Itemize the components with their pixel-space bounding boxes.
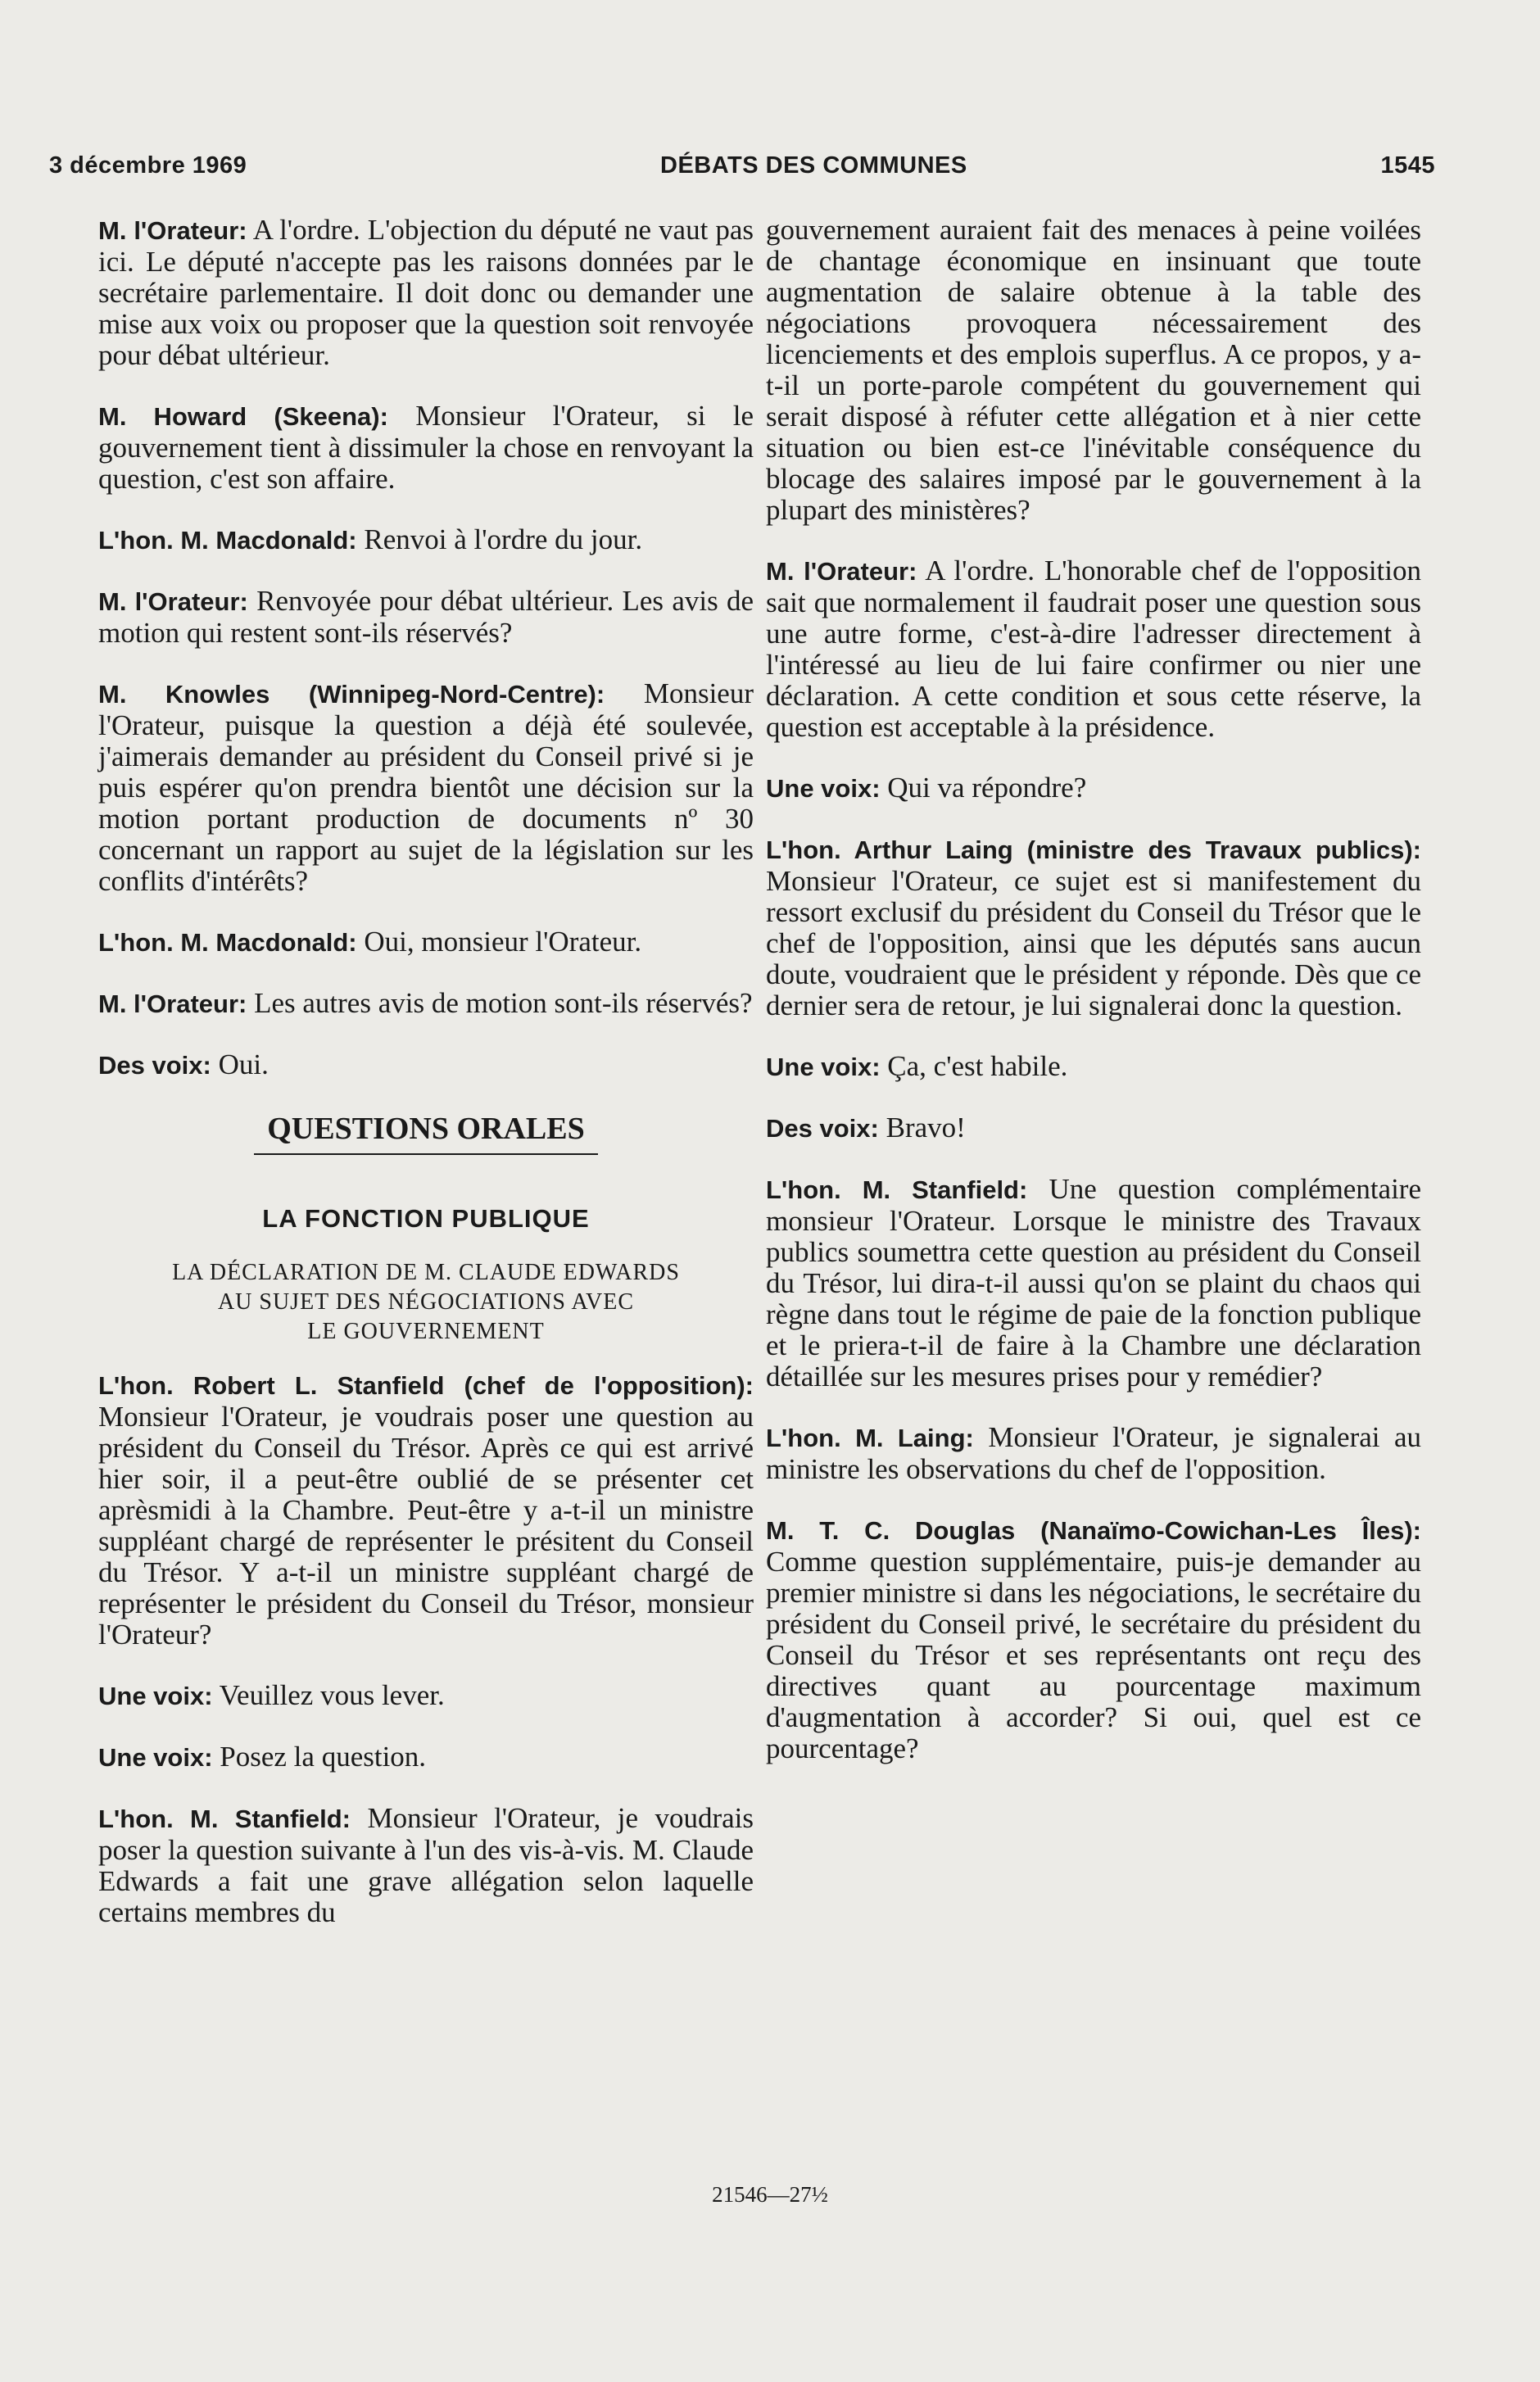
- section-title-text: QUESTIONS ORALES: [267, 1112, 585, 1146]
- speech-text: Renvoi à l'ordre du jour.: [364, 523, 643, 555]
- speech-text: gouvernement auraient fait des menaces à peine voilées de chantage économique en insinuant que toute augmentation de salaire obtenue à la table des négociations provoquera nécessairement des licenciements et des emplois superflus. A ce propos, y a-t-il un porte-parole compétent du gouvernement qui serait disposé à réfuter cette allégation et à nier cette situation ou bien est-ce l'inévitable conséquence du blocage des salaires imposé par le gouvernement à la plupart des ministères?: [766, 214, 1421, 526]
- speech-paragraph: [766, 555, 1421, 743]
- speech-text: Monsieur l'Orateur, je voudrais poser la question suivante à l'un des vis-à-vis. M. Claude Edwards a fait une grave allégation selon laquelle certains membres du: [98, 1802, 754, 1928]
- speaker-name: M. l'Orateur:: [98, 587, 248, 616]
- page-header: [49, 152, 1435, 179]
- speech-text: Comme question supplémentaire, puis-je demander au premier ministre si dans les négociations, le secrétaire du président du Conseil privé, le secrétaire du président du Conseil du Trésor et ses représentants ont reçu des directives quant au pourcentage maximum d'augmentation à accorder? Si oui, quel est ce pourcentage?: [766, 1546, 1421, 1764]
- speech-paragraph: [98, 988, 754, 1020]
- speech-text: Monsieur l'Orateur, ce sujet est si manifestement du ressort exclusif du président du Conseil du Trésor que le chef de l'opposition, ainsi que les députés sans aucun doute, voudraient que le président y réponde. Dès que ce dernier sera de retour, je lui signalerai donc la question.: [766, 865, 1421, 1021]
- speech-paragraph: [766, 1515, 1421, 1764]
- speech-paragraph: [766, 215, 1421, 526]
- speaker-name: M. l'Orateur:: [766, 557, 917, 586]
- speech-text: Renvoyée pour débat ultérieur. Les avis de motion qui restent sont-ils réservés?: [98, 585, 754, 649]
- left-paragraphs: [98, 215, 754, 1081]
- header-page-number: 1545: [1380, 152, 1435, 179]
- speech-text: Qui va répondre?: [887, 772, 1087, 804]
- speech-text: Monsieur l'Orateur, je voudrais poser une question au président du Conseil du Trésor. Après ce qui est arrivé hier soir, il a peut-être oublié de se présenter cet aprèsmidi à la Chambre. Peut-être y a-t-il un ministre suppléant chargé de représenter le présitent du Conseil du Trésor. Y a-t-il un ministre suppléant chargé de représenter le président du Conseil du Trésor, monsieur l'Orateur?: [98, 1401, 754, 1651]
- section-rule: [254, 1153, 598, 1155]
- speaker-name: M. Howard (Skeena):: [98, 402, 388, 431]
- speaker-name: Une voix:: [766, 1053, 881, 1081]
- speech-text: Oui.: [218, 1048, 269, 1080]
- subsection-title: LA FONCTION PUBLIQUE: [262, 1204, 590, 1233]
- speech-paragraph: [98, 586, 754, 649]
- speaker-name: Des voix:: [98, 1051, 211, 1080]
- speech-paragraph: [98, 1370, 754, 1651]
- speaker-name: Une voix:: [766, 774, 881, 803]
- speech-text: Monsieur l'Orateur, puisque la question a déjà été soulevée, j'aimerais demander au président du Conseil privé si je puis espérer qu'on prendra bientôt une décision sur la motion portant production de documents nº 30 concernant un rapport au sujet de la législation sur les conflits d'intérêts?: [98, 677, 754, 897]
- speaker-name: L'hon. Robert L. Stanfield (chef de l'opposition):: [98, 1371, 754, 1400]
- page-footer: 21546—27½: [712, 2182, 828, 2207]
- speech-paragraph: [98, 678, 754, 897]
- subsubsection-line: LE GOUVERNEMENT: [307, 1319, 545, 1344]
- speaker-name: M. l'Orateur:: [98, 216, 247, 245]
- right-paragraphs: [766, 215, 1421, 1764]
- left-paragraphs-after: [98, 1370, 754, 1928]
- speaker-name: L'hon. M. Stanfield:: [766, 1175, 1028, 1204]
- speech-text: Monsieur l'Orateur, si le gouvernement tient à dissimuler la chose en renvoyant la question, c'est son affaire.: [98, 400, 754, 495]
- speaker-name: Des voix:: [766, 1114, 879, 1143]
- speech-paragraph: [98, 1049, 754, 1081]
- speech-text: A l'ordre. L'objection du député ne vaut pas ici. Le député n'accepte pas les raisons données par le secrétaire parlementaire. Il doit donc ou demander une mise aux voix ou proposer que la question soit renvoyée pour débat ultérieur.: [98, 214, 754, 371]
- speaker-name: L'hon. M. Laing:: [766, 1424, 974, 1452]
- speech-paragraph: [766, 1051, 1421, 1083]
- speech-text: Ça, c'est habile.: [887, 1050, 1068, 1082]
- speech-text: Posez la question.: [220, 1741, 427, 1773]
- speech-paragraph: [98, 1680, 754, 1712]
- speech-paragraph: [98, 926, 754, 958]
- speaker-name: M. T. C. Douglas (Nanaïmo-Cowichan-Les Îles):: [766, 1516, 1421, 1545]
- speaker-name: L'hon. Arthur Laing (ministre des Travaux publics):: [766, 836, 1421, 864]
- speech-text: Oui, monsieur l'Orateur.: [364, 926, 642, 958]
- speaker-name: M. l'Orateur:: [98, 989, 247, 1018]
- speaker-name: L'hon. M. Stanfield:: [98, 1805, 351, 1833]
- section-title: [98, 1111, 754, 1155]
- speaker-name: L'hon. M. Macdonald:: [98, 928, 357, 957]
- header-date: 3 décembre 1969: [49, 152, 247, 179]
- speaker-name: Une voix:: [98, 1682, 213, 1710]
- header-title: DÉBATS DES COMMUNES: [660, 152, 967, 179]
- speaker-name: M. Knowles (Winnipeg-Nord-Centre):: [98, 680, 605, 709]
- speech-paragraph: [98, 215, 754, 371]
- speech-paragraph: [98, 524, 754, 556]
- speech-text: Veuillez vous lever.: [219, 1679, 445, 1711]
- speech-paragraph: [766, 1112, 1421, 1144]
- subsubsection-title: [98, 1258, 754, 1347]
- speech-text: Monsieur l'Orateur, je signalerai au ministre les observations du chef de l'opposition.: [766, 1421, 1422, 1485]
- right-column: [766, 215, 1421, 1794]
- speech-text: Bravo!: [886, 1112, 966, 1143]
- speech-paragraph: [766, 834, 1421, 1021]
- speaker-name: Une voix:: [98, 1743, 213, 1772]
- subsubsection-line: LA DÉCLARATION DE M. CLAUDE EDWARDS: [172, 1260, 680, 1285]
- speaker-name: L'hon. M. Macdonald:: [98, 526, 357, 555]
- left-column: [98, 215, 754, 1958]
- speech-text: Les autres avis de motion sont-ils réservés?: [254, 987, 753, 1019]
- speech-paragraph: [766, 1422, 1421, 1485]
- speech-paragraph: [766, 772, 1421, 804]
- speech-paragraph: [98, 1741, 754, 1773]
- speech-text: A l'ordre. L'honorable chef de l'opposition sait que normalement il faudrait poser une question sous une autre forme, c'est-à-dire l'adresser directement à l'intéressé au lieu de lui faire confirmer ou nier une déclaration. A cette condition et sous cette réserve, la question est acceptable à la présidence.: [766, 555, 1421, 743]
- subsubsection-line: AU SUJET DES NÉGOCIATIONS AVEC: [217, 1289, 635, 1315]
- speech-paragraph: [98, 401, 754, 495]
- speech-text: Une question complémentaire monsieur l'Orateur. Lorsque le ministre des Travaux publics soumettra cette question au président du Conseil du Trésor, lui dira-t-il aussi qu'on se plaint du chaos qui règne dans tout le régime de paie de la fonction publique et le priera-t-il de faire à la Chambre une déclaration détaillée sur les mesures prises pour y remédier?: [766, 1173, 1422, 1393]
- speech-paragraph: [98, 1803, 754, 1928]
- speech-paragraph: [766, 1174, 1421, 1393]
